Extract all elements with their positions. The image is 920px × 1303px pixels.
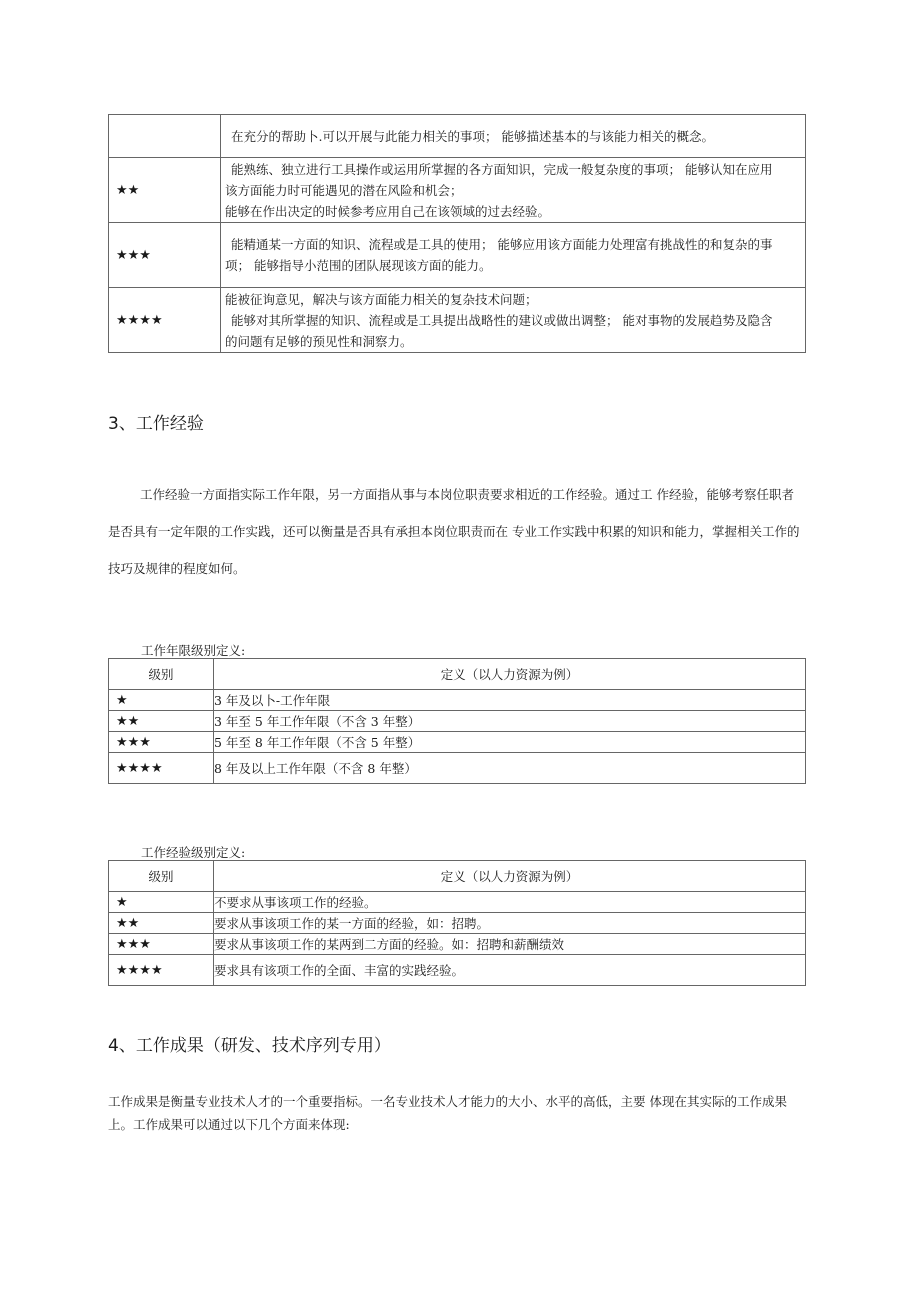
header-definition: 定义（以人力资源为例）: [214, 861, 806, 892]
table-row: [109, 892, 806, 913]
definition-cell: [221, 223, 806, 288]
definition-cell: 3 年及以卜-工作年限: [214, 690, 806, 711]
definition-cell: 要求具有该项工作的全面、丰富的实践经验。: [214, 955, 806, 986]
table-row: [109, 115, 806, 158]
level-cell: ★★: [109, 158, 221, 223]
section-heading: 3、工作经验: [108, 414, 204, 434]
table-row: [109, 753, 806, 784]
header-definition: 定义（以人力资源为例）: [214, 659, 806, 690]
table-row: [109, 732, 806, 753]
definition-line: 项； 能够指导小范围的团队展现该方面的能力。: [225, 258, 492, 273]
level-cell: ★★★: [109, 732, 214, 753]
definition-cell: [221, 115, 806, 158]
level-cell: ★★★: [109, 223, 221, 288]
table-row: [109, 913, 806, 934]
table-row: [109, 955, 806, 986]
definition-line: 能精通某一方面的知识、流程或是工具的使用； 能够应用该方面能力处理富有挑战性的和复杂的事: [231, 237, 773, 252]
definition-cell: 要求从事该项工作的某一方面的经验，如：招聘。: [214, 913, 806, 934]
definition-line: 的问题有足够的预见性和洞察力。: [225, 333, 413, 349]
definition-line: 能被征询意见，解决与该方面能力相关的复杂技术问题；: [225, 291, 538, 307]
work-years-table: [108, 658, 806, 784]
definition-cell: 3 年至 5 年工作年限（不含 3 年整）: [214, 711, 806, 732]
level-cell: ★★★★: [109, 753, 214, 784]
header-level: 级别: [109, 659, 214, 690]
level-cell: ★: [109, 690, 214, 711]
body-paragraph: 工作成果是衡量专业技术人才的一个重要指标。一名专业技术人才能力的大小、水平的高低，主要 体现在其实际的工作成果上。工作成果可以通过以下几个方面来体现:: [108, 1094, 787, 1132]
level-cell: [109, 115, 221, 158]
table-row: [109, 288, 806, 353]
header-level: 级别: [109, 861, 214, 892]
definition-cell: 不要求从事该项工作的经验。: [214, 892, 806, 913]
table-header-row: [109, 659, 806, 690]
level-cell: ★★★★: [109, 955, 214, 986]
table-row: [109, 223, 806, 288]
table-caption: 工作年限级别定义:: [141, 643, 246, 658]
definition-line: 在充分的帮助卜.可以开展与此能力相关的事项； 能够描述基本的与该能力相关的概念。: [231, 128, 714, 144]
table-row: [109, 158, 806, 223]
definition-cell: 8 年及以上工作年限（不含 8 年整）: [214, 753, 806, 784]
table-row: [109, 934, 806, 955]
level-cell: ★★: [109, 913, 214, 934]
definition-line: 能够对其所掌握的知识、流程或是工具提出战略性的建议或做出调整； 能对事物的发展趋势及隐含: [231, 312, 773, 328]
body-paragraph: 工作经验一方面指实际工作年限，另一方面指从事与本岗位职责要求相近的工作经验。通过工 作经验，能够考察任职者是否具有一定年限的工作实践，还可以衡量是否具有承担本岗位职责而在 专业工作实践中积累的知识和能力，掌握相关工作的技巧及规律的程度如何。: [108, 487, 800, 576]
definition-line: 能熟练、独立进行工具操作或运用所掌握的各方面知识，完成一般复杂度的事项； 能够认知在应用: [231, 161, 773, 177]
definition-cell: 要求从事该项工作的某两到二方面的经验。如：招聘和薪酬绩效: [214, 934, 806, 955]
table-row: [109, 690, 806, 711]
table-header-row: [109, 861, 806, 892]
level-cell: ★★★★: [109, 288, 221, 353]
definition-line: 能够在作出决定的时候参考应用自己在该领域的过去经验。: [225, 203, 551, 219]
definition-cell: 5 年至 8 年工作年限（不含 5 年整）: [214, 732, 806, 753]
definition-cell: [221, 158, 806, 223]
table-caption: 工作经验级别定义:: [141, 845, 246, 860]
competency-level-table: [108, 114, 806, 353]
table-row: [109, 711, 806, 732]
level-cell: ★: [109, 892, 214, 913]
definition-line: 该方面能力时可能遇见的潜在风险和机会；: [225, 182, 463, 198]
section-heading: 4、工作成果（研发、技术序列专用）: [108, 1036, 391, 1056]
level-cell: ★★: [109, 711, 214, 732]
work-experience-table: [108, 860, 806, 986]
definition-cell: [221, 288, 806, 353]
level-cell: ★★★: [109, 934, 214, 955]
